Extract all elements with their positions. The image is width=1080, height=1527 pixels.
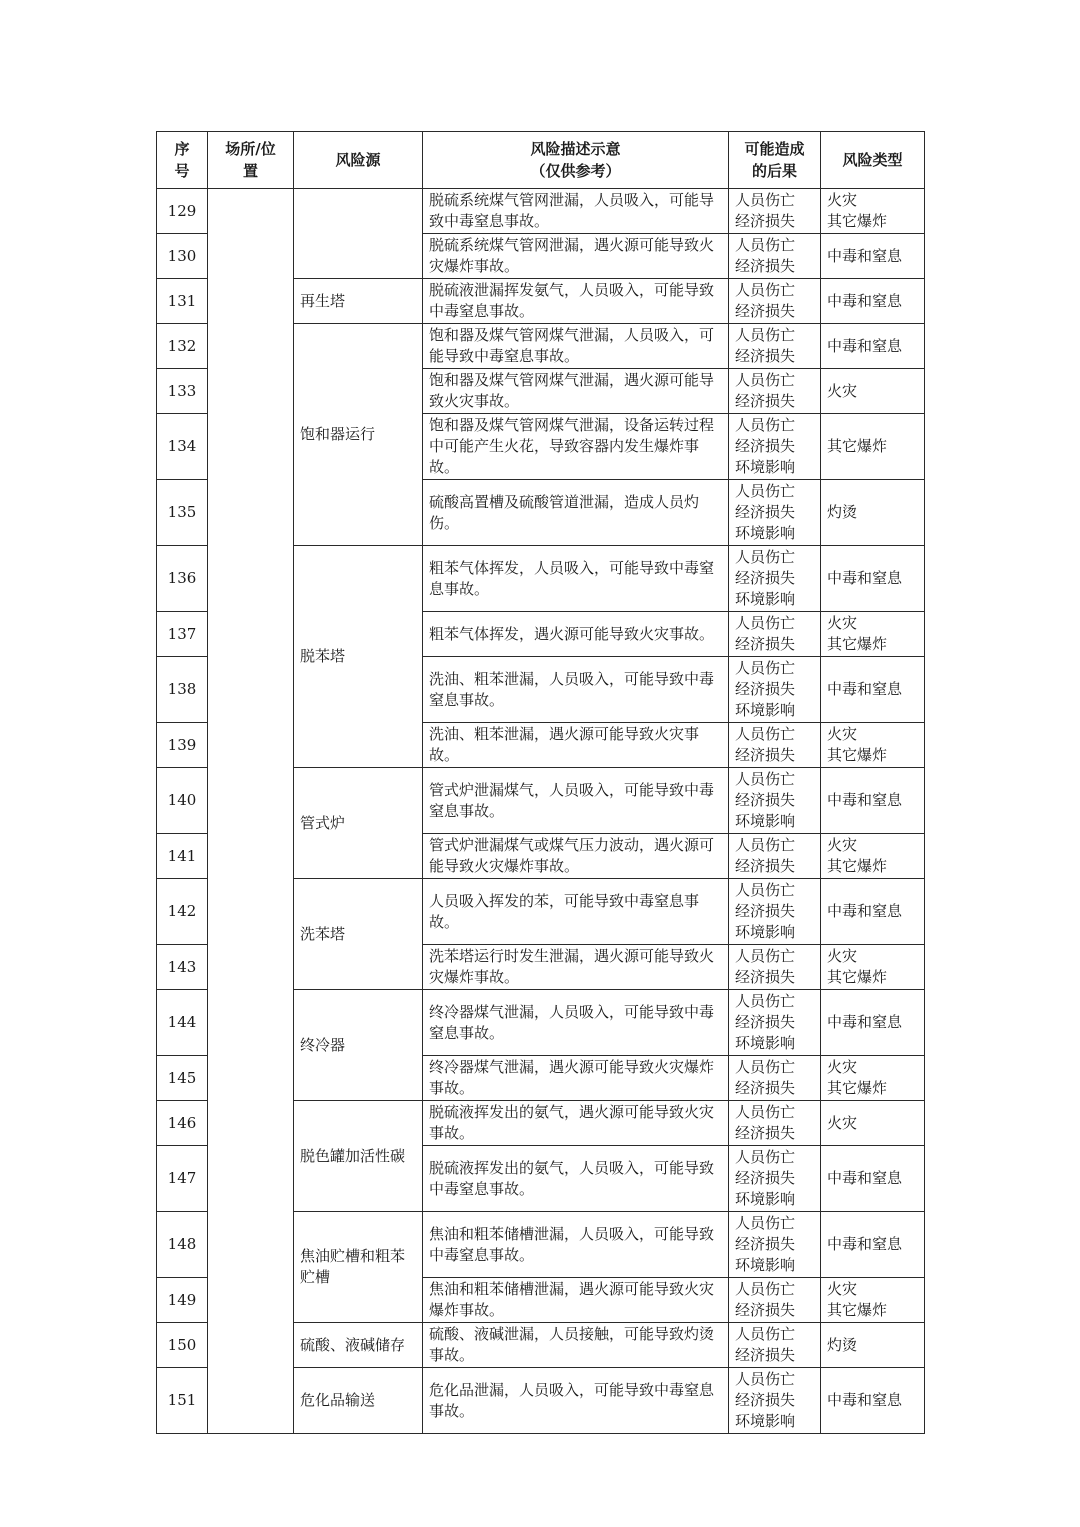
- consequence: [729, 1146, 821, 1212]
- risk-description: 饱和器及煤气管网煤气泄漏，人员吸入，可能导致中毒窒息事故。: [423, 324, 729, 369]
- header-consequence: 可能造成 的后果: [729, 132, 821, 189]
- consequence-item: 环境影响: [735, 524, 796, 542]
- row-number: 147: [157, 1146, 208, 1212]
- risk-type-item: 其它爆炸: [827, 968, 888, 986]
- risk-type-item: 火灾: [827, 1058, 858, 1076]
- consequence-item: 经济损失: [735, 392, 796, 410]
- consequence-item: 经济损失: [735, 902, 796, 920]
- consequence-item: 经济损失: [735, 1391, 796, 1409]
- risk-description: 管式炉泄漏煤气或煤气压力波动，遇火源可能导致火灾爆炸事故。: [423, 834, 729, 879]
- consequence: [729, 723, 821, 768]
- risk-type-item: 灼烫: [827, 1335, 858, 1354]
- risk-description: 脱硫液挥发出的氨气，人员吸入，可能导致中毒窒息事故。: [423, 1146, 729, 1212]
- consequence-item: 人员伤亡: [735, 1058, 796, 1076]
- consequence-item: 经济损失: [735, 680, 796, 698]
- risk-type: [821, 768, 925, 834]
- table-row: [157, 189, 925, 234]
- table-body: [157, 189, 925, 1434]
- header-location: 场所/位 置: [208, 132, 294, 189]
- risk-type: [821, 414, 925, 480]
- risk-description: 洗苯塔运行时发生泄漏，遇火源可能导致火灾爆炸事故。: [423, 945, 729, 990]
- risk-type: [821, 369, 925, 414]
- row-number: 140: [157, 768, 208, 834]
- header-type: 风险类型: [821, 132, 925, 189]
- risk-source: 洗苯塔: [294, 879, 423, 990]
- risk-type-item: 中毒和窒息: [827, 1013, 903, 1031]
- consequence-item: 人员伤亡: [735, 548, 796, 566]
- risk-type-item: 火灾: [827, 381, 858, 400]
- consequence-item: 环境影响: [735, 923, 796, 941]
- consequence-item: 环境影响: [735, 458, 796, 476]
- risk-source: 焦油贮槽和粗苯贮槽: [294, 1212, 423, 1323]
- risk-description: 危化品泄漏，人员吸入，可能导致中毒窒息事故。: [423, 1368, 729, 1434]
- consequence: [729, 879, 821, 945]
- risk-description: 洗油、粗苯泄漏，遇火源可能导致火灾事故。: [423, 723, 729, 768]
- risk-type-item: 中毒和窒息: [827, 902, 903, 920]
- risk-description: 粗苯气体挥发，人员吸入，可能导致中毒窒息事故。: [423, 546, 729, 612]
- consequence: [729, 1368, 821, 1434]
- risk-type: [821, 657, 925, 723]
- risk-type: [821, 1212, 925, 1278]
- row-number: 151: [157, 1368, 208, 1434]
- row-number: 138: [157, 657, 208, 723]
- row-number: 137: [157, 612, 208, 657]
- risk-type: [821, 1146, 925, 1212]
- row-number: 134: [157, 414, 208, 480]
- risk-type-item: 中毒和窒息: [827, 291, 903, 310]
- risk-source: 危化品输送: [294, 1368, 423, 1434]
- consequence: [729, 945, 821, 990]
- consequence: [729, 1101, 821, 1146]
- risk-description: 脱硫液泄漏挥发氨气，人员吸入，可能导致中毒窒息事故。: [423, 279, 729, 324]
- consequence-item: 经济损失: [735, 791, 796, 809]
- consequence: [729, 990, 821, 1056]
- consequence-item: 人员伤亡: [735, 326, 796, 344]
- risk-type-item: 火灾: [827, 1280, 858, 1298]
- risk-description: 管式炉泄漏煤气，人员吸入，可能导致中毒窒息事故。: [423, 768, 729, 834]
- risk-source: 管式炉: [294, 768, 423, 879]
- consequence-item: 人员伤亡: [735, 281, 796, 299]
- risk-type-item: 中毒和窒息: [827, 680, 903, 698]
- risk-description: 脱硫系统煤气管网泄漏，人员吸入，可能导致中毒窒息事故。: [423, 189, 729, 234]
- consequence-item: 经济损失: [735, 1169, 796, 1187]
- row-number: 142: [157, 879, 208, 945]
- risk-type-item: 其它爆炸: [827, 857, 888, 875]
- row-number: 135: [157, 480, 208, 546]
- risk-type: [821, 324, 925, 369]
- consequence-item: 人员伤亡: [735, 1103, 796, 1121]
- consequence-item: 经济损失: [735, 857, 796, 875]
- risk-description: 粗苯气体挥发，遇火源可能导致火灾事故。: [423, 612, 729, 657]
- consequence-item: 人员伤亡: [735, 191, 796, 209]
- consequence: [729, 1278, 821, 1323]
- row-number: 131: [157, 279, 208, 324]
- consequence: [729, 768, 821, 834]
- consequence-item: 人员伤亡: [735, 416, 796, 434]
- row-number: 139: [157, 723, 208, 768]
- row-number: 129: [157, 189, 208, 234]
- consequence-item: 人员伤亡: [735, 482, 796, 500]
- consequence-item: 人员伤亡: [735, 236, 796, 254]
- risk-type: [821, 612, 925, 657]
- consequence-item: 经济损失: [735, 1013, 796, 1031]
- risk-type-item: 中毒和窒息: [827, 246, 903, 265]
- risk-source: 终冷器: [294, 990, 423, 1101]
- risk-type-item: 其它爆炸: [827, 212, 888, 230]
- risk-type-item: 火灾: [827, 191, 858, 209]
- risk-type-item: 中毒和窒息: [827, 1235, 903, 1253]
- risk-type-item: 中毒和窒息: [827, 1391, 903, 1409]
- consequence-item: 经济损失: [735, 746, 796, 764]
- consequence-item: 人员伤亡: [735, 1280, 796, 1298]
- consequence-item: 人员伤亡: [735, 614, 796, 632]
- row-number: 145: [157, 1056, 208, 1101]
- risk-type-item: 其它爆炸: [827, 746, 888, 764]
- risk-type: [821, 234, 925, 279]
- row-number: 130: [157, 234, 208, 279]
- row-number: 146: [157, 1101, 208, 1146]
- risk-type-item: 火灾: [827, 836, 858, 854]
- consequence-item: 环境影响: [735, 701, 796, 719]
- consequence: [729, 234, 821, 279]
- risk-type-item: 火灾: [827, 1113, 858, 1132]
- risk-description: 硫酸、液碱泄漏，人员接触，可能导致灼烫事故。: [423, 1323, 729, 1368]
- consequence-item: 人员伤亡: [735, 770, 796, 788]
- risk-source: 脱色罐加活性碳: [294, 1101, 423, 1212]
- header-no: 序 号: [157, 132, 208, 189]
- row-number: 150: [157, 1323, 208, 1368]
- consequence-item: 环境影响: [735, 1034, 796, 1052]
- risk-source: [294, 189, 423, 279]
- consequence-item: 环境影响: [735, 812, 796, 830]
- consequence-item: 经济损失: [735, 302, 796, 320]
- consequence: [729, 1056, 821, 1101]
- risk-type: [821, 546, 925, 612]
- consequence-item: 人员伤亡: [735, 371, 796, 389]
- risk-type: [821, 879, 925, 945]
- risk-source: 硫酸、液碱储存: [294, 1323, 423, 1368]
- consequence-item: 经济损失: [735, 569, 796, 587]
- risk-description: 硫酸高置槽及硫酸管道泄漏，造成人员灼伤。: [423, 480, 729, 546]
- risk-description: 终冷器煤气泄漏，人员吸入，可能导致中毒窒息事故。: [423, 990, 729, 1056]
- risk-type-item: 其它爆炸: [827, 437, 888, 455]
- consequence: [729, 1212, 821, 1278]
- risk-type: [821, 1368, 925, 1434]
- risk-type: [821, 723, 925, 768]
- risk-type-item: 火灾: [827, 725, 858, 743]
- row-number: 148: [157, 1212, 208, 1278]
- row-number: 149: [157, 1278, 208, 1323]
- risk-type: [821, 990, 925, 1056]
- risk-type-item: 其它爆炸: [827, 1079, 888, 1097]
- consequence: [729, 546, 821, 612]
- row-number: 144: [157, 990, 208, 1056]
- consequence-item: 经济损失: [735, 1124, 796, 1142]
- consequence-item: 经济损失: [735, 437, 796, 455]
- consequence: [729, 834, 821, 879]
- risk-type-item: 灼烫: [827, 503, 858, 521]
- consequence-item: 人员伤亡: [735, 1325, 796, 1343]
- risk-type: [821, 945, 925, 990]
- risk-type: [821, 1101, 925, 1146]
- row-number: 141: [157, 834, 208, 879]
- row-number: 136: [157, 546, 208, 612]
- consequence: [729, 369, 821, 414]
- risk-type-item: 其它爆炸: [827, 1301, 888, 1319]
- consequence-item: 经济损失: [735, 257, 796, 275]
- consequence-item: 人员伤亡: [735, 725, 796, 743]
- row-number: 132: [157, 324, 208, 369]
- consequence-item: 经济损失: [735, 1346, 796, 1364]
- risk-type-item: 火灾: [827, 614, 858, 632]
- risk-type-item: 中毒和窒息: [827, 569, 903, 587]
- row-number: 143: [157, 945, 208, 990]
- risk-description: 焦油和粗苯储槽泄漏，人员吸入，可能导致中毒窒息事故。: [423, 1212, 729, 1278]
- row-number: 133: [157, 369, 208, 414]
- risk-description: 脱硫液挥发出的氨气，遇火源可能导致火灾事故。: [423, 1101, 729, 1146]
- header-source: 风险源: [294, 132, 423, 189]
- location-cell: [208, 189, 294, 1434]
- risk-source: 饱和器运行: [294, 324, 423, 546]
- consequence-item: 经济损失: [735, 1079, 796, 1097]
- risk-type: [821, 480, 925, 546]
- consequence-item: 环境影响: [735, 1190, 796, 1208]
- risk-description: 脱硫系统煤气管网泄漏，遇火源可能导致火灾爆炸事故。: [423, 234, 729, 279]
- risk-description: 饱和器及煤气管网煤气泄漏，设备运转过程中可能产生火花，导致容器内发生爆炸事故。: [423, 414, 729, 480]
- risk-description: 焦油和粗苯储槽泄漏，遇火源可能导致火灾爆炸事故。: [423, 1278, 729, 1323]
- risk-type: [821, 1323, 925, 1368]
- risk-source: 脱苯塔: [294, 546, 423, 768]
- risk-type-item: 火灾: [827, 947, 858, 965]
- consequence-item: 环境影响: [735, 590, 796, 608]
- consequence: [729, 189, 821, 234]
- risk-description: 人员吸入挥发的苯，可能导致中毒窒息事故。: [423, 879, 729, 945]
- consequence-item: 人员伤亡: [735, 1370, 796, 1388]
- risk-type: [821, 189, 925, 234]
- consequence-item: 经济损失: [735, 635, 796, 653]
- consequence-item: 人员伤亡: [735, 881, 796, 899]
- consequence-item: 人员伤亡: [735, 1214, 796, 1232]
- risk-type-item: 中毒和窒息: [827, 336, 903, 355]
- consequence-item: 经济损失: [735, 503, 796, 521]
- header-description: 风险描述示意 （仅供参考）: [423, 132, 729, 189]
- risk-source: 再生塔: [294, 279, 423, 324]
- consequence-item: 人员伤亡: [735, 947, 796, 965]
- risk-description: 洗油、粗苯泄漏，人员吸入，可能导致中毒窒息事故。: [423, 657, 729, 723]
- consequence: [729, 324, 821, 369]
- risk-description: 饱和器及煤气管网煤气泄漏，遇火源可能导致火灾事故。: [423, 369, 729, 414]
- consequence: [729, 480, 821, 546]
- consequence-item: 经济损失: [735, 212, 796, 230]
- risk-table: [156, 131, 925, 1434]
- risk-type: [821, 1278, 925, 1323]
- risk-type: [821, 279, 925, 324]
- consequence-item: 环境影响: [735, 1412, 796, 1430]
- consequence-item: 经济损失: [735, 1301, 796, 1319]
- consequence-item: 环境影响: [735, 1256, 796, 1274]
- consequence-item: 人员伤亡: [735, 836, 796, 854]
- consequence-item: 人员伤亡: [735, 992, 796, 1010]
- consequence: [729, 612, 821, 657]
- risk-type: [821, 1056, 925, 1101]
- header-row: [157, 132, 925, 189]
- consequence: [729, 414, 821, 480]
- consequence-item: 经济损失: [735, 968, 796, 986]
- risk-type-item: 中毒和窒息: [827, 791, 903, 809]
- consequence: [729, 1323, 821, 1368]
- consequence-item: 人员伤亡: [735, 659, 796, 677]
- risk-type: [821, 834, 925, 879]
- consequence-item: 经济损失: [735, 347, 796, 365]
- risk-type-item: 中毒和窒息: [827, 1169, 903, 1187]
- consequence: [729, 279, 821, 324]
- consequence-item: 经济损失: [735, 1235, 796, 1253]
- consequence-item: 人员伤亡: [735, 1148, 796, 1166]
- consequence: [729, 657, 821, 723]
- risk-description: 终冷器煤气泄漏，遇火源可能导致火灾爆炸事故。: [423, 1056, 729, 1101]
- risk-type-item: 其它爆炸: [827, 635, 888, 653]
